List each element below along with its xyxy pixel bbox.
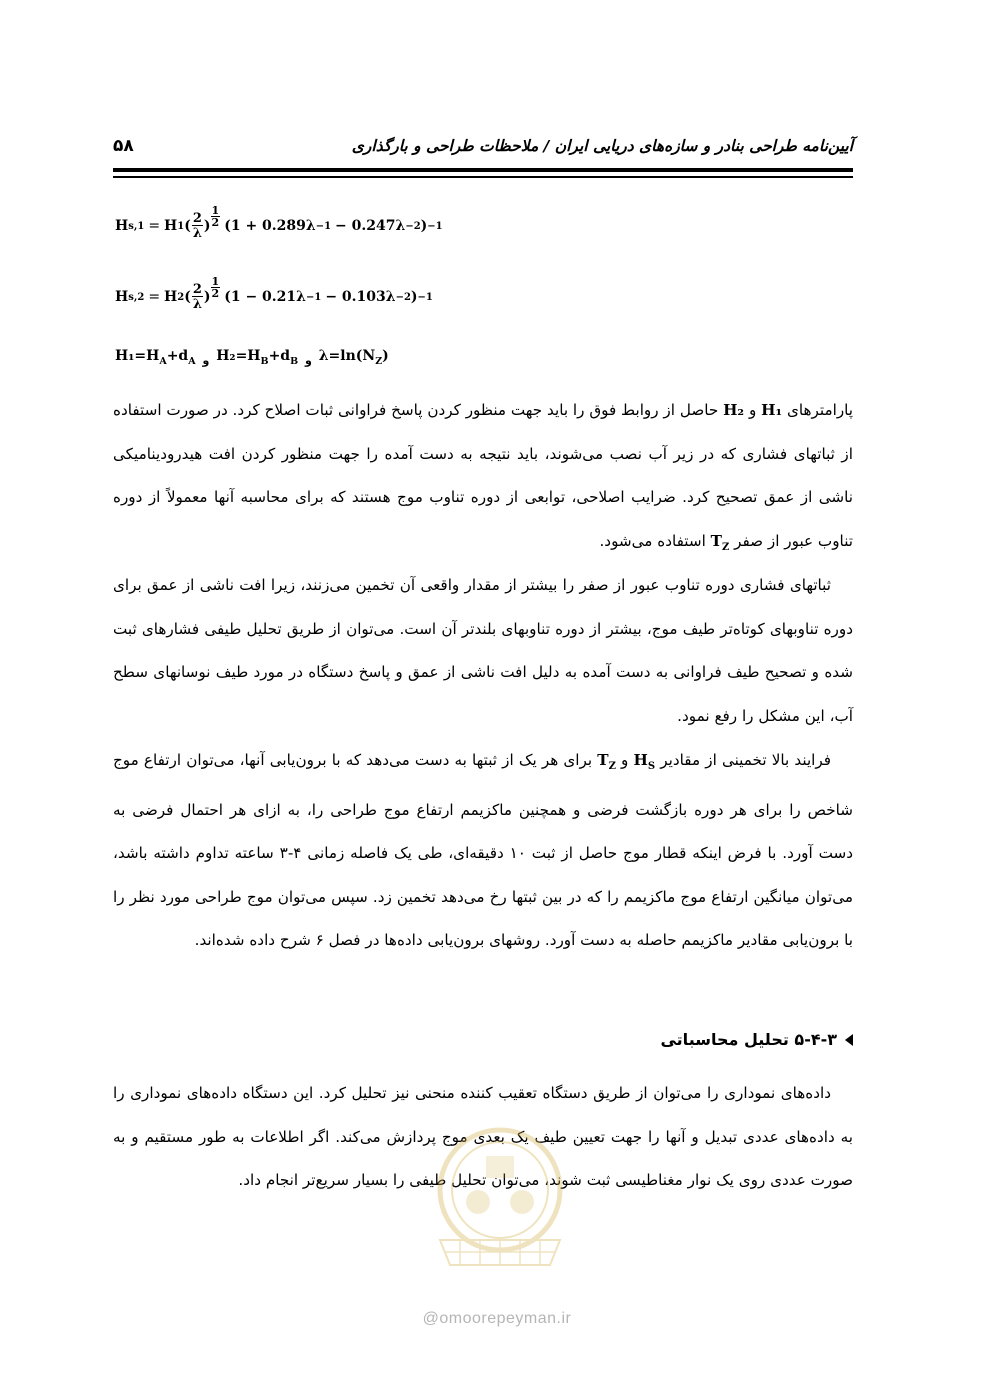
p1-text-b: حاصل از روابط فوق را باید جهت منظور کردن پاسخ فراوانی ثبات اصلاح کرد. در صورت استفاده از ثباتهای فشاری که در زیر آب نصب می‌شوند، باید نتیجه به دست آمده را جهت منظور کردن افت هیدرودینامیکی ناشی از عمق تصحیح کرد. ضرایب اصلاحی، توابعی از دوره تناوب موج هستند که برای محاسبه آنها معمولاً از دوره تناوب عبور از صفر [113,401,853,550]
page-number: ۵۸ [113,136,134,156]
eq1-exp-c: −1 [427,220,443,232]
def-h1: H₁=H [115,348,160,364]
header-rule-thick [113,168,853,172]
watermark-emblem-icon [420,1120,580,1270]
equation-hs1: H s,1 = H 1 ( $\frac{2}{\lambda}$ ) $\frac{1}{2}$ (1 + 0.289λ −1 − 0.247λ −2 ) −1 [115,203,443,241]
p3-hs-letter: H [633,751,648,769]
def-lambda-sub: Z [375,355,383,367]
eq1-equals: = [148,218,161,234]
def-lambda-rest: ) [382,348,389,364]
eq2-poly-open: (1 − 0.21λ [224,289,306,305]
p3-tz-letter: T [597,751,609,769]
triangle-bullet-icon [845,1034,853,1046]
eq1-h: H [164,218,178,234]
eq1-exp-b: −2 [405,220,421,232]
eq1-exp-num: 1 [211,203,220,217]
eq1-h-sub: 1 [177,220,185,232]
section-heading [660,1030,853,1049]
running-title: آیین‌نامه طراحی بنادر و سازه‌های دریایی ایران / ملاحظات طراحی و بارگذاری [351,137,853,155]
paragraph-3 [113,739,853,963]
def-h1-sub2: A [188,355,196,367]
p3-text-a: فرایند بالا تخمینی از مقادیر [660,751,832,769]
section-heading-text: ۵-۴-۳ تحلیل محاسباتی [660,1030,837,1049]
def-conjunction-1: و [202,354,210,367]
eq2-minus-term: − 0.103λ [325,289,396,305]
def-h2-sub2: B [290,355,299,367]
p3-tz-sub: Z [608,761,616,773]
eq2-exponent-fraction [211,276,221,299]
eq1-lhs-sub: s,1 [128,220,145,232]
eq2-poly-close: ) [410,289,418,305]
eq1-exp-den: 2 [211,215,220,229]
variable-definitions [115,348,389,367]
p3-text-b: برای هر یک از ثبتها به دست می‌دهد که با برون‌یابی آنها، می‌توان ارتفاع موج شاخص را برای هر دوره بازگشت فرضی و همچنین ماکزیمم ارتفاع موج طراحی را، به ازای هر احتمال فرضی به دست آورد. با فرض اینکه قطار موج حاصل از ثبت ۱۰ دقیقه‌ای، طی یک فاصله زمانی ۴-۳ ساعته تداوم داشته باشد، می‌توان میانگین ارتفاع موج ماکزیمم را که در بین ثبتها رخ می‌دهد تخمین زد. سپس می‌توان موج طراحی مورد نظر را با برون‌یابی مقادیر ماکزیمم حاصله به دست آورد. روشهای برون‌یابی داده‌ها در فصل ۶ شرح داده شده‌اند. [113,751,853,950]
p1-symbol-tz [710,531,730,553]
p3-hs-sub: S [647,761,656,773]
eq1-exp-a: −1 [315,220,332,232]
watermark-text: @omoorepeyman.ir [422,1310,572,1327]
eq2-lhs-sub: s,2 [128,291,145,303]
eq2-exp-num: 1 [211,274,220,288]
p1-tz-sub: Z [721,541,730,553]
eq2-exp-a: −1 [305,291,322,303]
eq1-lhs: H [115,218,129,234]
eq2-frac-den: λ [192,297,202,312]
equation-hs2: H s,2 = H 2 ( $\frac{2}{\lambda}$ ) $\frac{1}{2}$ (1 − 0.21λ −1 − 0.103λ −2 ) −1 [115,274,433,312]
def-h2-rest: +d [268,348,291,364]
eq2-h-sub: 2 [177,291,185,303]
paragraph-1 [113,389,853,569]
eq2-fraction [192,283,203,311]
p1-symbol-h1: H₁ [761,401,783,419]
eq2-h: H [164,289,178,305]
eq2-exp-b: −2 [395,291,411,303]
eq1-fraction [192,212,203,240]
def-h2: H₂=H [216,348,261,364]
def-h1-rest: +d [166,348,189,364]
p1-symbol-h2: H₂ [723,401,745,419]
def-conjunction-2: و [305,354,312,367]
eq1-poly-close: ) [420,218,428,234]
eq1-minus-term: − 0.247λ [335,218,406,234]
header-rule-thin [113,176,853,178]
eq2-lhs: H [115,289,129,305]
paragraph-4: داده‌های نموداری را می‌توان از طریق دستگاه تعقیب کننده منحنی نیز تحلیل کرد. این دستگاه داده‌های نموداری را به داده‌های عددی تبدیل و آنها را جهت تعیین طیف یک بعدی موج پردازش می‌کند. اگر اطلاعات به طور مستقیم و به صورت عددی روی یک نوار مغناطیسی ثبت شوند، می‌توان تحلیل طیفی را بسیار سریع‌تر انجام داد. [113,1084,853,1189]
paragraph-2: ثباتهای فشاری دوره تناوب عبور از صفر را بیشتر از مقدار واقعی آن تخمین می‌زنند، زیرا افت ناشی از عمق برای دوره تناوبهای کوتاه‌تر طیف موج، بیشتر از دوره تناوبهای بلندتر آن است. می‌توان از طریق تحلیل طیفی فشارهای ثبت شده و تصحیح طیف فراوانی به دست آمده به دلیل افت ناشی از عمق و پاسخ دستگاه در مورد طیف نوسانهای سطح آب، این مشکل را رفع نمود. [113,576,853,725]
def-lambda: λ=ln(N [318,348,376,364]
p3-symbol-hs [633,751,656,773]
eq1-frac-num: 2 [192,211,202,226]
p3-symbol-tz [597,751,616,773]
p1-tz-letter: T [710,531,722,550]
def-h1-sub: A [159,355,167,367]
eq1-frac-den: λ [192,226,202,241]
def-h2-sub: B [260,355,269,367]
p1-text-c: استفاده می‌شود. [599,531,706,550]
p1-and: و [748,401,757,419]
p3-and: و [621,751,629,769]
eq1-exponent-fraction [211,205,221,228]
eq2-equals: = [148,289,161,305]
eq2-exp-c: −1 [417,291,433,303]
eq1-poly-open: (1 + 0.289λ [224,218,316,234]
eq2-frac-num: 2 [192,282,202,297]
p1-text-a: پارامترهای [786,401,854,419]
eq2-exp-den: 2 [211,286,220,300]
page-header [113,128,853,164]
